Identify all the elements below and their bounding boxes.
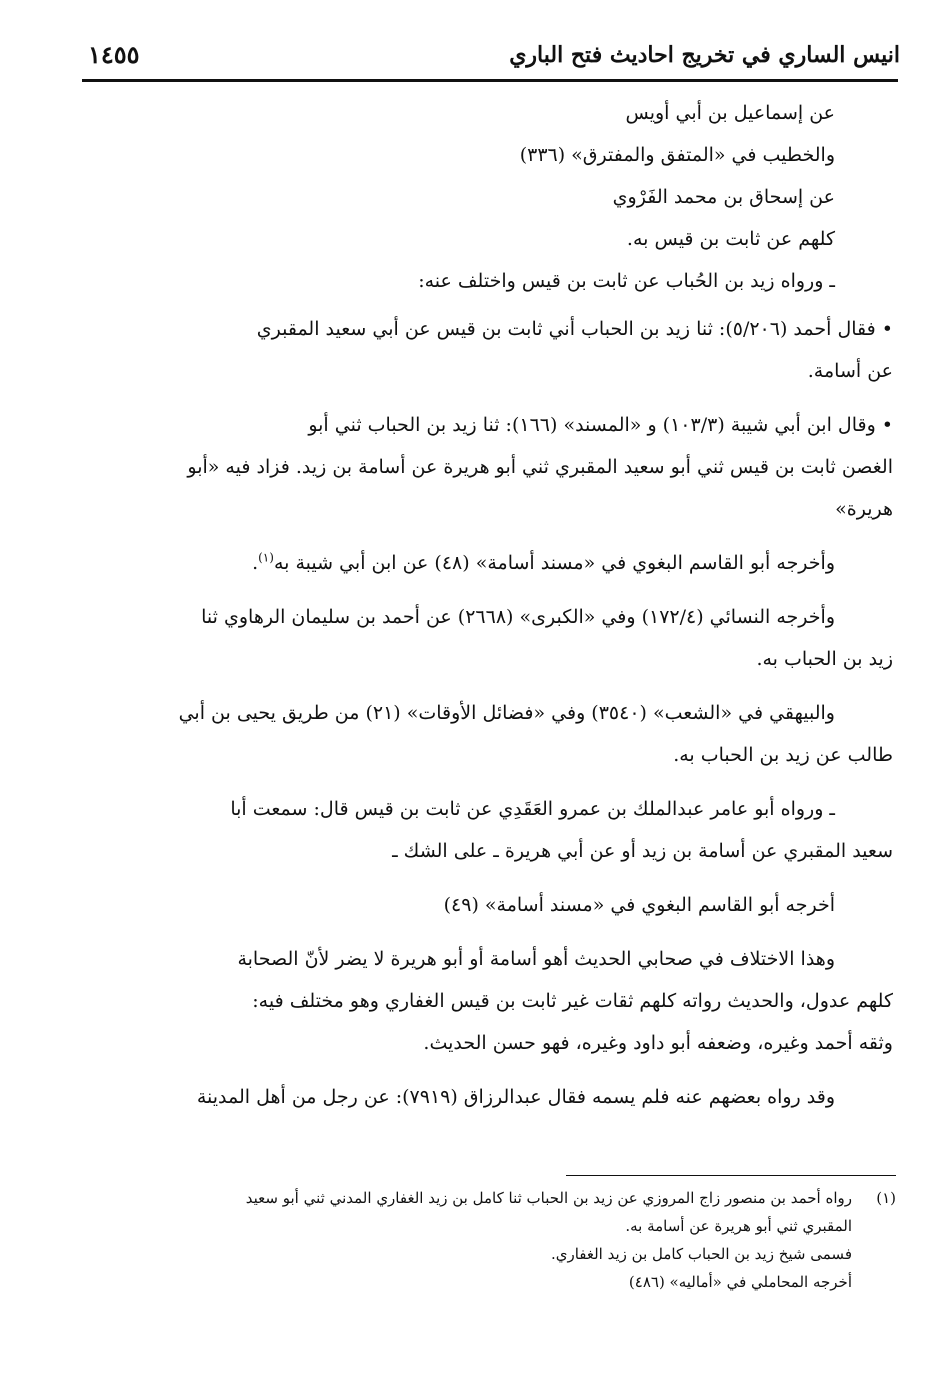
paragraph-gap [88,1064,893,1076]
text-line: وثقه أحمد وغيره، وضعفه أبو داود وغيره، فهو حسن الحديث. [423,1032,893,1054]
text-line: • فقال أحمد (٥/٢٠٦): ثنا زيد بن الحباب أني ثابت بن قيس عن أبي سعيد المقبري [256,318,893,340]
text-line: والخطيب في «المتفق والمفترق» (٣٣٦) [519,144,835,166]
paragraph-gap [88,872,893,884]
text-line: الغصن ثابت بن قيس ثني أبو سعيد المقبري ثني أبو هريرة عن أسامة بن زيد. فزاد فيه «أبو [187,456,893,478]
text-line: ـ ورواه زيد بن الحُباب عن ثابت بن قيس واختلف عنه: [418,270,835,292]
text-line: وأخرجه النسائي (١٧٢/٤) وفي «الكبرى» (٢٦٦٨) عن أحمد بن سليمان الرهاوي ثنا [201,606,835,628]
running-title: انيس الساري في تخريج احاديث فتح الباري [509,42,900,68]
footnote-text: رواه أحمد بن منصور زاج المروزي عن زيد بن الحباب ثنا كامل بن زيد الغفاري المدني ثني أبو سعيد [245,1189,852,1207]
footnote-line [88,1184,896,1212]
footnote-line: فسمى شيخ زيد بن الحباب كامل بن زيد الغفاري. [550,1245,852,1263]
text-line: • وقال ابن أبي شيبة (١٠٣/٣) و «المسند» (١٦٦): ثنا زيد بن الحباب ثني أبو [308,414,893,436]
text-line: هريرة» [835,498,893,520]
text-line: وهذا الاختلاف في صحابي الحديث أهو أسامة أو أبو هريرة لا يضر لأنّ الصحابة [237,948,835,970]
text-line: أخرجه أبو القاسم البغوي في «مسند أسامة» (٤٩) [443,894,835,916]
paragraph-gap [88,926,893,938]
text-line: وقد رواه بعضهم عنه فلم يسمه فقال عبدالرزاق (٧٩١٩): عن رجل من أهل المدينة [196,1086,835,1108]
footnote-line: أخرجه المحاملي في «أماليه» (٤٨٦) [628,1273,852,1291]
text-line: سعيد المقبري عن أسامة بن زيد أو عن أبي هريرة ـ على الشك ـ [392,840,893,862]
text-line: زيد بن الحباب به. [756,648,893,670]
text-line: عن إسحاق بن محمد الفَرْوي [612,186,835,208]
text-line: ـ ورواه أبو عامر عبدالملك بن عمرو العَقَدِي عن ثابت بن قيس قال: سمعت أبا [230,798,835,820]
header-rule [82,79,898,82]
text-line: كلهم عدول، والحديث رواته كلهم ثقات غير ثابت بن قيس الغفاري وهو مختلف فيه: [252,990,893,1012]
footnote-marker: (١) [876,1189,896,1207]
text-span: . [252,552,259,574]
footnote-reference: (١) [258,550,274,565]
text-line: كلهم عن ثابت بن قيس به. [626,228,835,250]
footnote-line: المقبري ثني أبو هريرة عن أسامة به. [625,1217,852,1235]
paragraph-gap [88,530,893,542]
text-line: والبيهقي في «الشعب» (٣٥٤٠) وفي «فضائل الأوقات» (٢١) من طريق يحيى بن أبي [178,702,835,724]
paragraph-gap [88,680,893,692]
page-number: ١٤٥٥ [88,40,140,69]
footnotes [88,1184,896,1296]
paragraph-gap [88,584,893,596]
paragraph-gap [88,392,893,404]
text-line: عن أسامة. [807,360,893,382]
text-line: طالب عن زيد بن الحباب به. [673,744,893,766]
text-line [88,542,893,584]
main-text [88,92,893,1118]
paragraph-gap [88,776,893,788]
text-line: عن إسماعيل بن أبي أويس [625,102,835,124]
page-header [82,38,900,78]
footnote-separator [566,1175,896,1176]
text-span: وأخرجه أبو القاسم البغوي في «مسند أسامة» (٤٨) عن ابن أبي شيبة به [273,552,835,574]
